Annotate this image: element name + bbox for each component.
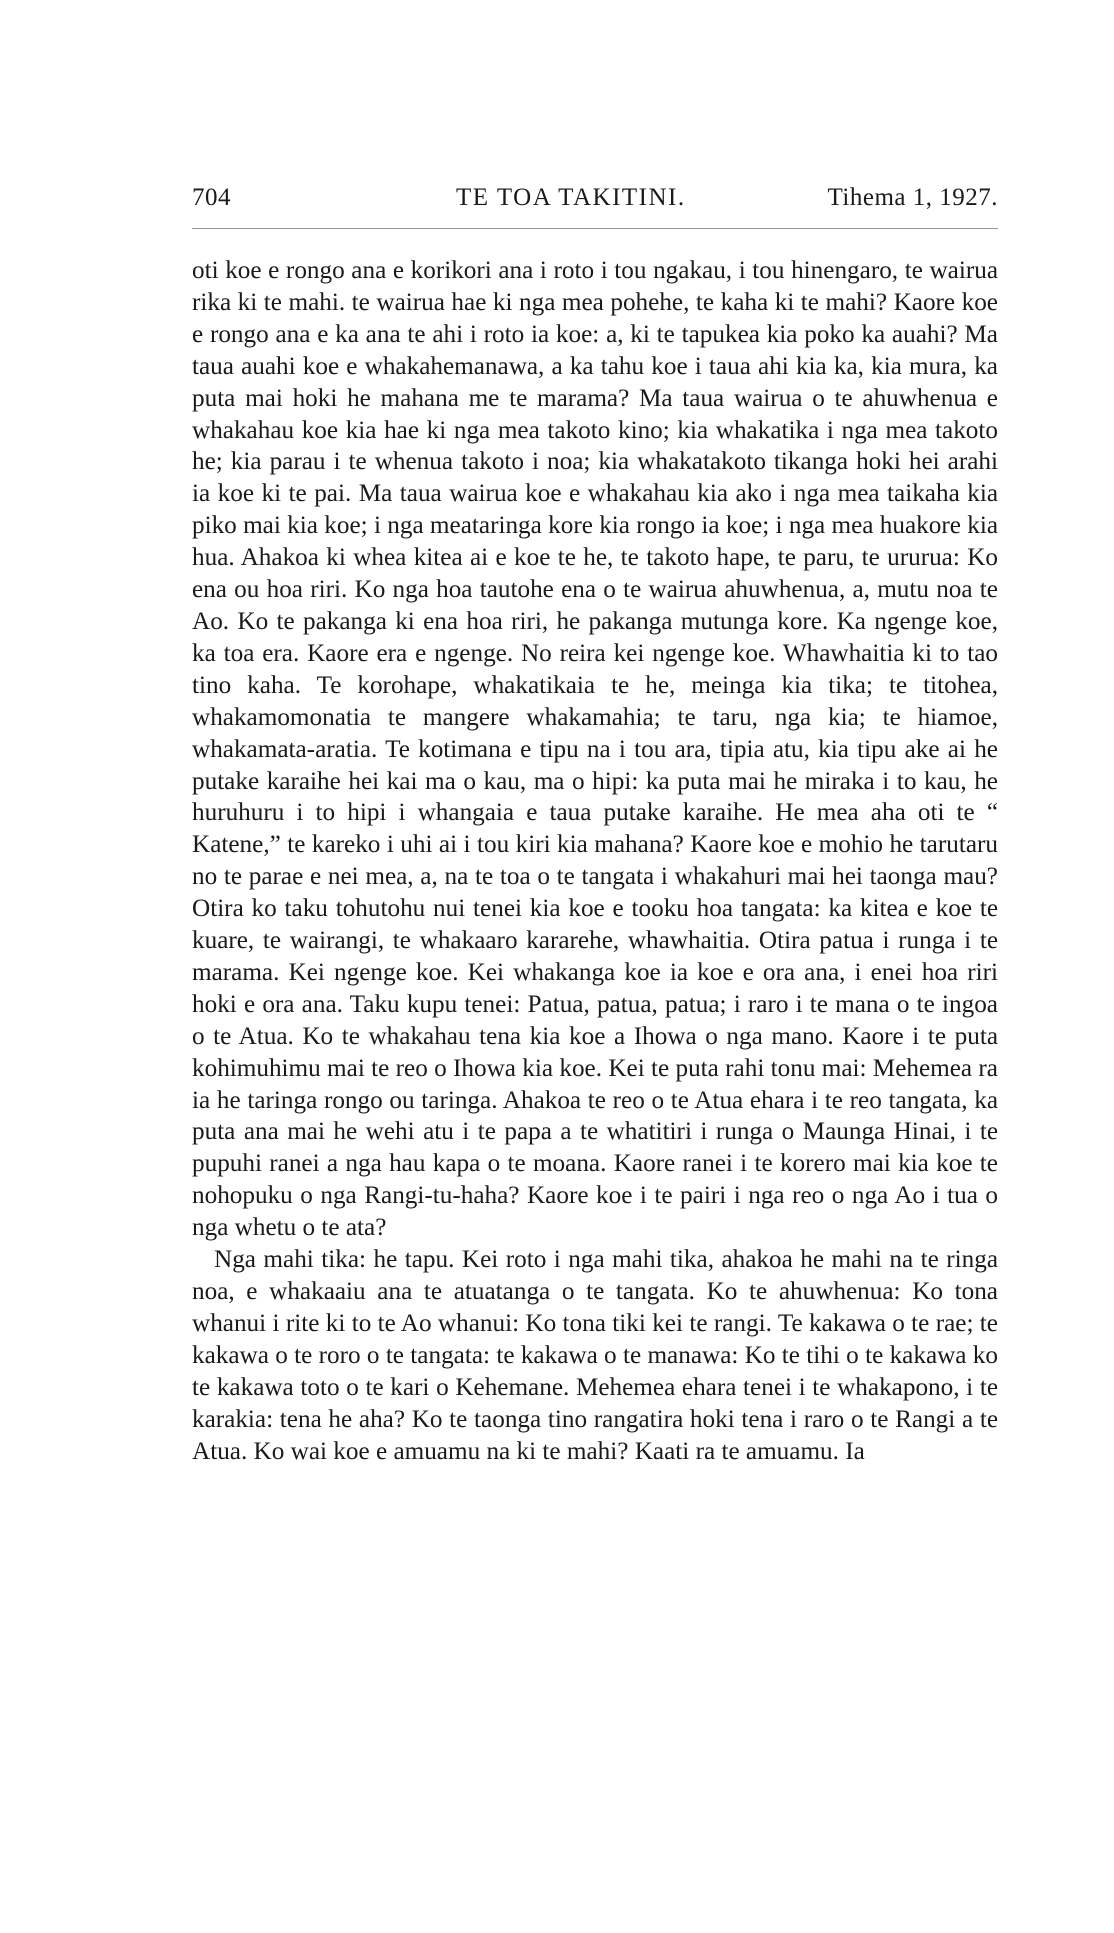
journal-title: TE TOA TAKITINI.: [456, 184, 686, 211]
running-header: [192, 180, 998, 220]
paragraph: Nga mahi tika: he tapu. Kei roto i nga mahi tika, ahakoa he mahi na te ringa noa, e whakaaiu ana te atuatanga o te tangata. Ko te ahuwhenua: Ko tona whanui i rite ki to te Ao whanui: Ko tona tiki kei te rangi. Te kakawa o te rae; te kakawa o te roro o te tangata: te kakawa o te manawa: Ko te tihi o te kakawa ko te kakawa toto o te kari o Kehemane. Mehemea ehara tenei i te whakapono, i te karakia: tena he aha? Ko te taonga tino rangatira hoki tena i raro o te Rangi a te Atua. Ko wai koe e amuamu na ki te mahi? Kaati ra te amuamu. Ia: [192, 1246, 998, 1465]
page: [192, 180, 998, 1467]
header-rule: [192, 228, 998, 229]
paragraph-continued: oti koe e rongo ana e korikori ana i roto i tou ngakau, i tou hinengaro, te wairua rika ki te mahi. te wairua hae ki nga mea pohehe, te kaha ki te mahi? Kaore koe e rongo ana e ka ana te ahi i roto ia koe: a, ki te tapukea kia poko ka auahi? Ma taua auahi koe e whakahemanawa, a ka tahu koe i taua ahi kia ka, kia mura, ka puta mai hoki he mahana me te marama? Ma taua wairua o te ahuwhenua e whakahau koe kia hae ki nga mea takoto kino; kia whakatika i nga mea takoto he; kia parau i te whenua takoto i noa; kia whakatakoto tikanga hoki hei arahi ia koe ki te pai. Ma taua wairua koe e whakahau kia ako i nga mea taikaha kia piko mai kia koe; i nga meataringa kore kia rongo ia koe; i nga mea huakore kia hua. Ahakoa ki whea kitea ai e koe te he, te takoto hape, te paru, te ururua: Ko ena ou hoa riri. Ko nga hoa tautohe ena o te wairua ahuwhenua, a, mutu noa te Ao. Ko te pakanga ki ena hoa riri, he pakanga mutunga kore. Ka ngenge koe, ka toa era. Kaore era e ngenge. No reira kei ngenge koe. Whawhaitia ki to tao tino kaha. Te korohape, whakatikaia te he, meinga kia tika; te titohea, whakamomonatia te mangere whakamahia; te taru, nga kia; te hiamoe, whakamata-aratia. Te kotimana e tipu na i tou ara, tipia atu, kia tipu ake ai he putake karaihe hei kai ma o kau, ma o hipi: ka puta mai he miraka i to kau, he huruhuru i to hipi i whangaia e taua putake karaihe. He mea aha oti te “ Katene,” te kareko i uhi ai i tou kiri kia mahana? Kaore koe e mohio he tarutaru no te parae e nei mea, a, na te toa o te tangata i whakahuri mai hei taonga mau? Otira ko taku tohutohu nui tenei kia koe e tooku hoa tangata: ka kitea e koe te kuare, te wairangi, te whakaaro kararehe, whawhaitia. Otira patua i runga i te marama. Kei ngenge koe. Kei whakanga koe ia koe e ora ana, i enei hoa riri hoki e ora ana. Taku kupu tenei: Patua, patua, patua; i raro i te mana o te ingoa o te Atua. Ko te whakahau tena kia koe a Ihowa o nga mano. Kaore i te puta kohimuhimu mai te reo o Ihowa kia koe. Kei te puta rahi tonu mai: Mehemea ra ia he taringa rongo ou taringa. Ahakoa te reo o te Atua ehara i te reo tangata, ka puta ana mai he wehi atu i te papa a te whatitiri i runga o Maunga Hinai, i te pupuhi ranei a nga hau kapa o te moana. Kaore ranei i te korero mai kia koe te nohopuku o nga Rangi-tu-haha? Kaore koe i te pairi i nga reo o nga Ao i tua o nga whetu o te ata?: [192, 257, 998, 1242]
article-body: [192, 255, 998, 1467]
page-number: 704: [192, 184, 231, 211]
issue-date: Tihema 1, 1927.: [827, 184, 998, 211]
